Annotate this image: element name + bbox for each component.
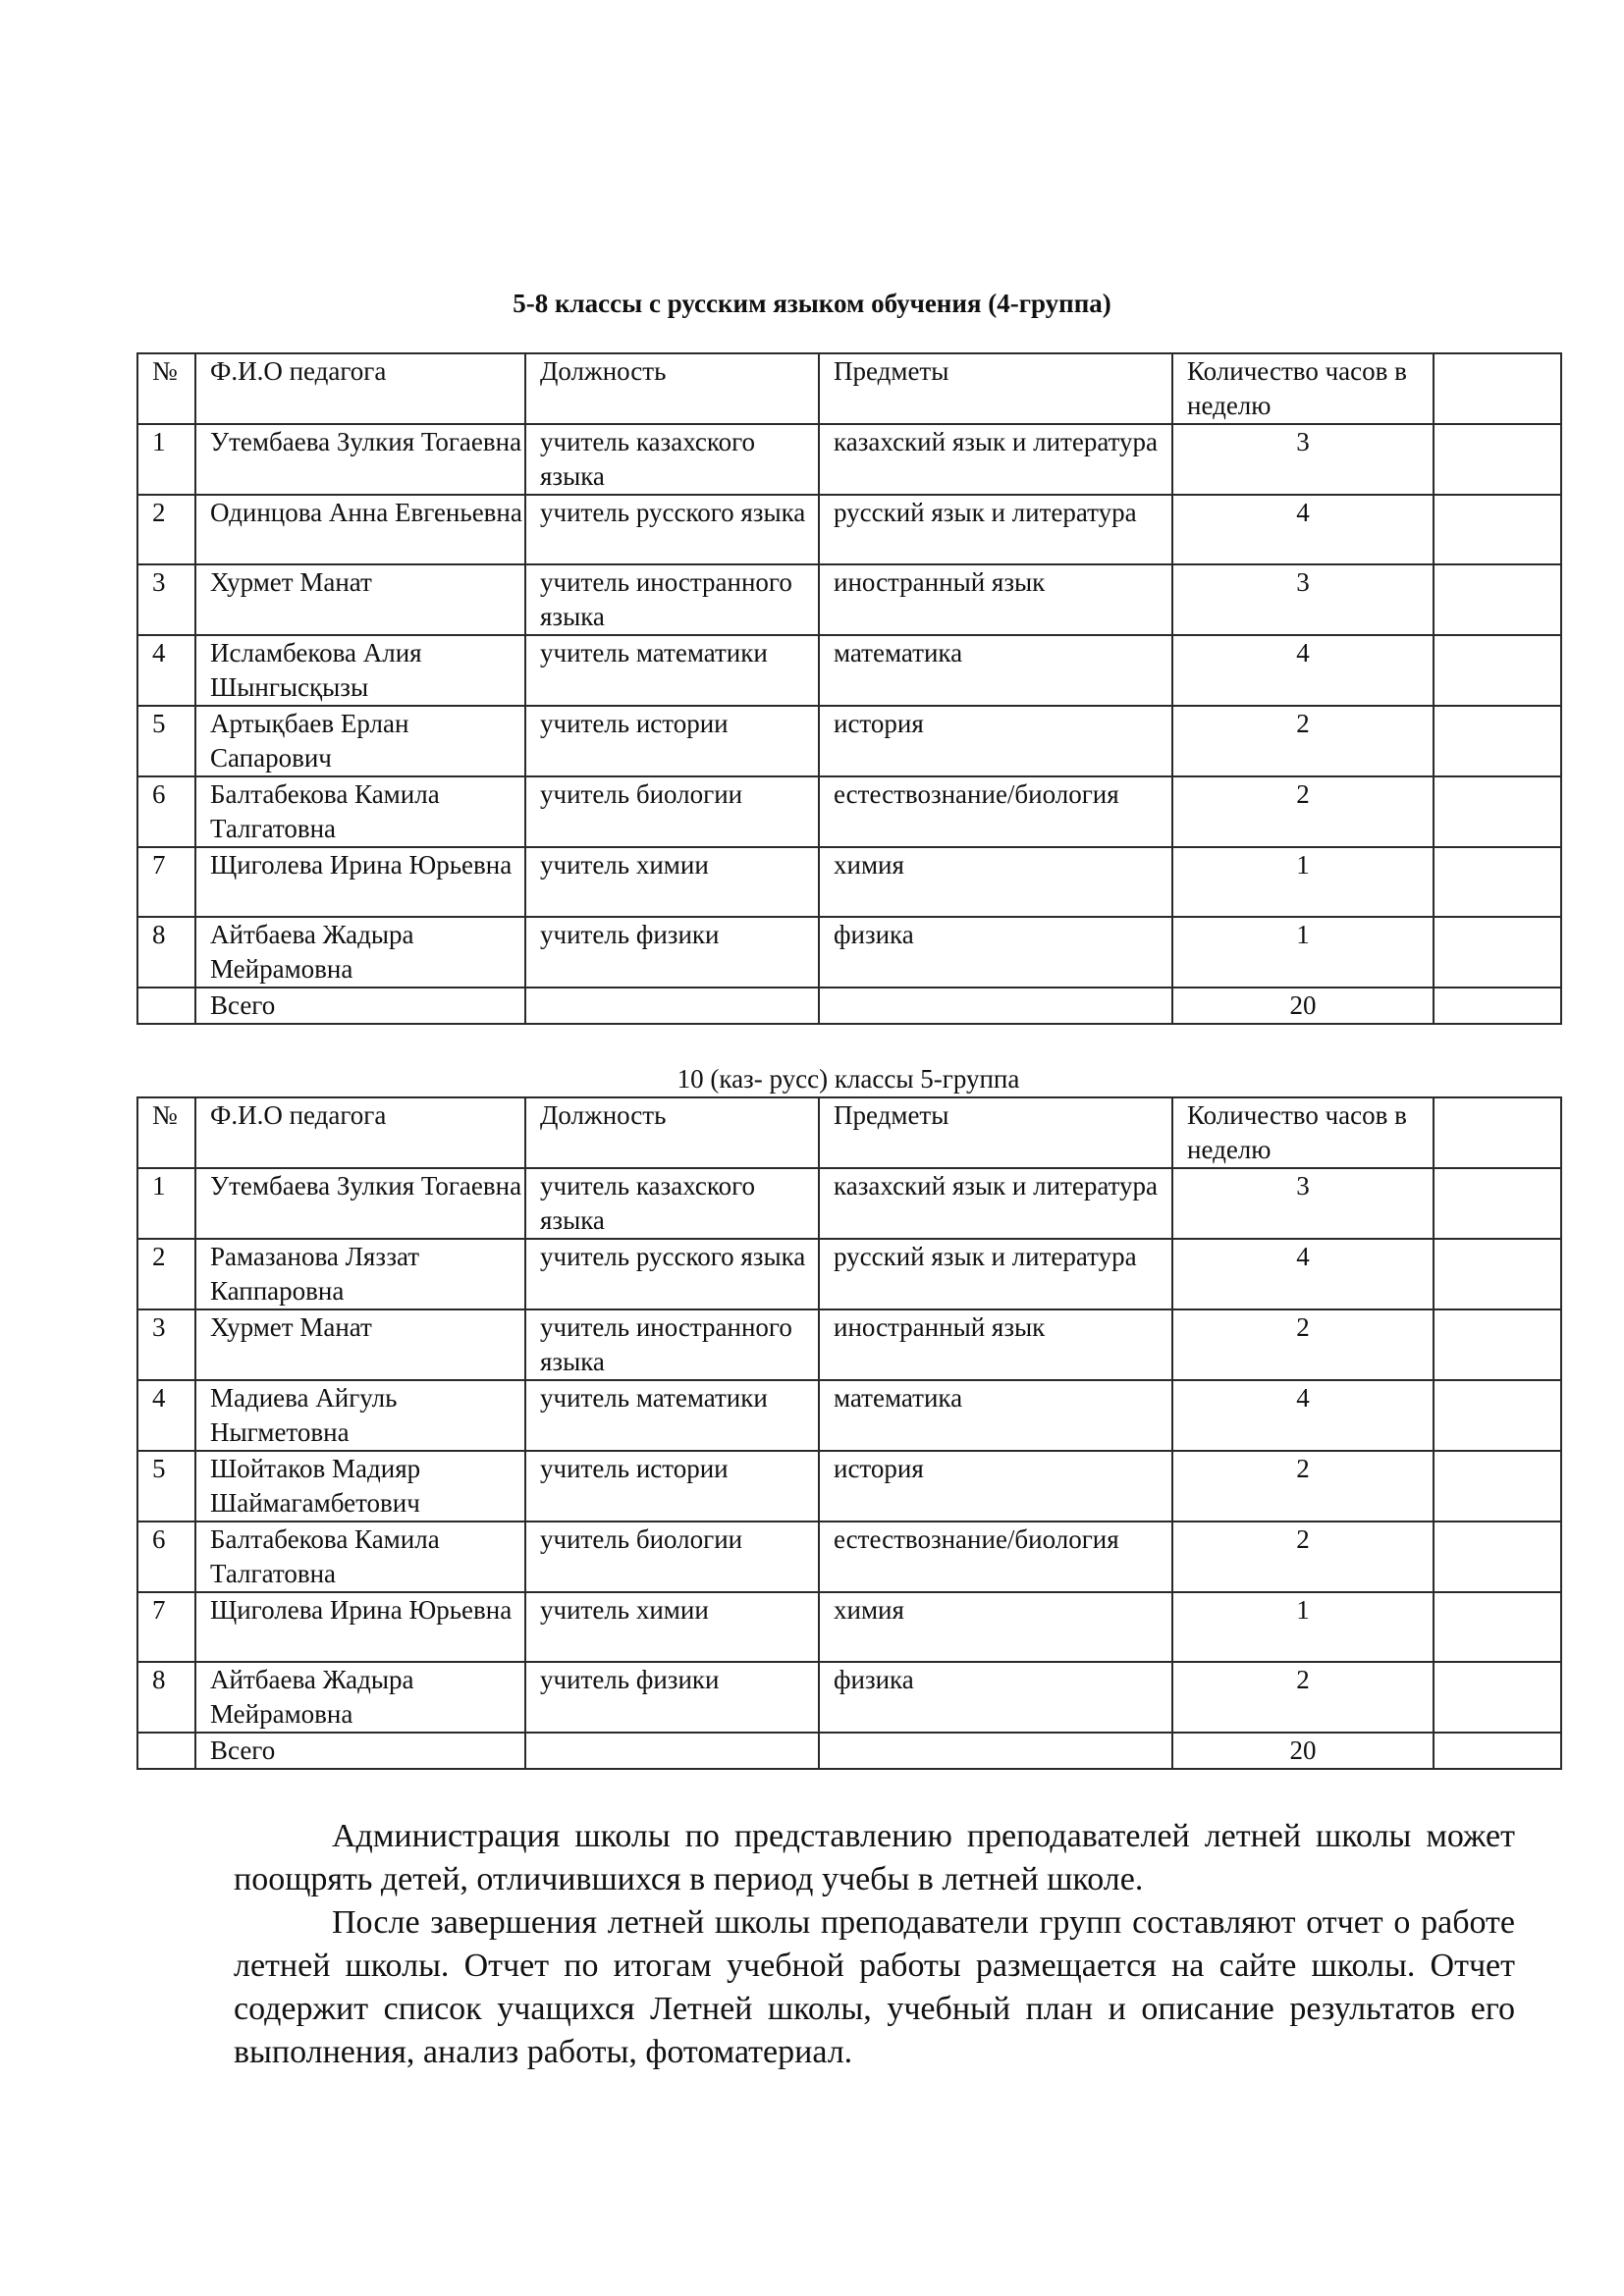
- teacher-subject: химия: [819, 847, 1172, 917]
- total-label: Всего: [195, 988, 525, 1024]
- row-number: 3: [137, 564, 195, 635]
- row-number: 5: [137, 1451, 195, 1522]
- teacher-subject: естествознание/биология: [819, 776, 1172, 847]
- teacher-subject: математика: [819, 1380, 1172, 1451]
- teacher-position: учитель химии: [525, 1592, 819, 1662]
- table-row: [137, 495, 1561, 564]
- header-extra: [1434, 353, 1561, 424]
- teacher-name: Мадиева Айгуль Ныгметовна: [195, 1380, 525, 1451]
- row-number: 5: [137, 706, 195, 776]
- empty-cell: [1434, 1451, 1561, 1522]
- empty-cell: [137, 1733, 195, 1769]
- empty-cell: [1434, 1522, 1561, 1592]
- teacher-subject: физика: [819, 1662, 1172, 1733]
- teacher-name: Щиголева Ирина Юрьевна: [195, 1592, 525, 1662]
- weekly-hours: 4: [1172, 1380, 1434, 1451]
- table-row: [137, 1662, 1561, 1733]
- weekly-hours: 3: [1172, 564, 1434, 635]
- empty-cell: [525, 1733, 819, 1769]
- teacher-position: учитель истории: [525, 1451, 819, 1522]
- weekly-hours: 4: [1172, 635, 1434, 706]
- teacher-position: учитель казахского языка: [525, 424, 819, 495]
- total-hours: 20: [1172, 1733, 1434, 1769]
- weekly-hours: 4: [1172, 495, 1434, 564]
- teacher-position: учитель химии: [525, 847, 819, 917]
- header-number: №: [137, 353, 195, 424]
- teacher-name: Утембаева Зулкия Тогаевна: [195, 424, 525, 495]
- empty-cell: [1434, 988, 1561, 1024]
- row-number: 1: [137, 424, 195, 495]
- weekly-hours: 1: [1172, 847, 1434, 917]
- teachers-table-group5: [136, 1096, 1562, 1770]
- row-number: 7: [137, 847, 195, 917]
- teacher-name: Утембаева Зулкия Тогаевна: [195, 1168, 525, 1239]
- empty-cell: [1434, 1733, 1561, 1769]
- paragraph-report: После завершения летней школы преподаватели групп составляют отчет о работе летней школы. Отчет по итогам учебной работы размещается на сайте школы. Отчет содержит список учащихся Летней школы, учебный план и описание результатов его выполнения, анализ работы, фотоматериал.: [234, 1904, 1515, 2070]
- total-hours: 20: [1172, 988, 1434, 1024]
- teacher-name: Одинцова Анна Евгеньевна: [195, 495, 525, 564]
- row-number: 2: [137, 1239, 195, 1309]
- table-row: [137, 1168, 1561, 1239]
- row-number: 7: [137, 1592, 195, 1662]
- total-row: [137, 1733, 1561, 1769]
- table-row: [137, 847, 1561, 917]
- empty-cell: [1434, 564, 1561, 635]
- row-number: 2: [137, 495, 195, 564]
- table-header-row: [137, 353, 1561, 424]
- teacher-name: Айтбаева Жадыра Мейрамовна: [195, 917, 525, 988]
- teacher-position: учитель математики: [525, 1380, 819, 1451]
- header-position: Должность: [525, 1097, 819, 1168]
- header-extra: [1434, 1097, 1561, 1168]
- empty-cell: [137, 988, 195, 1024]
- weekly-hours: 4: [1172, 1239, 1434, 1309]
- teacher-position: учитель русского языка: [525, 1239, 819, 1309]
- header-position: Должность: [525, 353, 819, 424]
- teacher-subject: казахский язык и литература: [819, 424, 1172, 495]
- teacher-position: учитель физики: [525, 1662, 819, 1733]
- empty-cell: [1434, 1168, 1561, 1239]
- teacher-position: учитель иностранного языка: [525, 564, 819, 635]
- row-number: 8: [137, 1662, 195, 1733]
- header-subjects: Предметы: [819, 1097, 1172, 1168]
- row-number: 4: [137, 635, 195, 706]
- weekly-hours: 2: [1172, 706, 1434, 776]
- weekly-hours: 3: [1172, 1168, 1434, 1239]
- teacher-subject: русский язык и литература: [819, 495, 1172, 564]
- table2-title: 10 (каз- русс) классы 5-группа: [677, 1064, 1020, 1094]
- total-label: Всего: [195, 1733, 525, 1769]
- table1-title: 5-8 классы с русским языком обучения (4-группа): [513, 289, 1111, 318]
- teacher-position: учитель казахского языка: [525, 1168, 819, 1239]
- teacher-name: Балтабекова Камила Талгатовна: [195, 1522, 525, 1592]
- teacher-subject: физика: [819, 917, 1172, 988]
- table-header-row: [137, 1097, 1561, 1168]
- empty-cell: [1434, 424, 1561, 495]
- table-row: [137, 1451, 1561, 1522]
- row-number: 8: [137, 917, 195, 988]
- table-row: [137, 564, 1561, 635]
- table-row: [137, 1309, 1561, 1380]
- header-hours: Количество часов в неделю: [1172, 353, 1434, 424]
- weekly-hours: 2: [1172, 776, 1434, 847]
- row-number: 3: [137, 1309, 195, 1380]
- table-row: [137, 1380, 1561, 1451]
- empty-cell: [1434, 495, 1561, 564]
- teacher-name: Айтбаева Жадыра Мейрамовна: [195, 1662, 525, 1733]
- row-number: 6: [137, 776, 195, 847]
- header-number: №: [137, 1097, 195, 1168]
- teacher-position: учитель истории: [525, 706, 819, 776]
- teacher-subject: естествознание/биология: [819, 1522, 1172, 1592]
- empty-cell: [1434, 776, 1561, 847]
- table-row: [137, 706, 1561, 776]
- empty-cell: [1434, 1380, 1561, 1451]
- teacher-position: учитель иностранного языка: [525, 1309, 819, 1380]
- teacher-subject: иностранный язык: [819, 564, 1172, 635]
- teacher-subject: иностранный язык: [819, 1309, 1172, 1380]
- empty-cell: [1434, 1239, 1561, 1309]
- table-row: [137, 635, 1561, 706]
- table-row: [137, 917, 1561, 988]
- teacher-name: Исламбекова Алия Шынгысқызы: [195, 635, 525, 706]
- table-row: [137, 776, 1561, 847]
- teacher-subject: химия: [819, 1592, 1172, 1662]
- weekly-hours: 2: [1172, 1662, 1434, 1733]
- empty-cell: [1434, 1662, 1561, 1733]
- weekly-hours: 1: [1172, 917, 1434, 988]
- weekly-hours: 2: [1172, 1309, 1434, 1380]
- weekly-hours: 2: [1172, 1522, 1434, 1592]
- header-subjects: Предметы: [819, 353, 1172, 424]
- paragraph-awards: Администрация школы по представлению преподавателей летней школы может поощрять детей, отличившихся в период учебы в летней школе.: [234, 1818, 1515, 1897]
- weekly-hours: 1: [1172, 1592, 1434, 1662]
- empty-cell: [525, 988, 819, 1024]
- header-name: Ф.И.О педагога: [195, 353, 525, 424]
- teacher-subject: история: [819, 706, 1172, 776]
- header-hours: Количество часов в неделю: [1172, 1097, 1434, 1168]
- empty-cell: [1434, 1592, 1561, 1662]
- empty-cell: [1434, 1309, 1561, 1380]
- table-row: [137, 1239, 1561, 1309]
- table-row: [137, 424, 1561, 495]
- teacher-position: учитель математики: [525, 635, 819, 706]
- teacher-name: Хурмет Манат: [195, 1309, 525, 1380]
- empty-cell: [1434, 706, 1561, 776]
- empty-cell: [819, 988, 1172, 1024]
- table-row: [137, 1592, 1561, 1662]
- empty-cell: [1434, 917, 1561, 988]
- teacher-name: Щиголева Ирина Юрьевна: [195, 847, 525, 917]
- teacher-position: учитель русского языка: [525, 495, 819, 564]
- row-number: 4: [137, 1380, 195, 1451]
- row-number: 1: [137, 1168, 195, 1239]
- teacher-position: учитель биологии: [525, 1522, 819, 1592]
- table-row: [137, 1522, 1561, 1592]
- total-row: [137, 988, 1561, 1024]
- teacher-position: учитель физики: [525, 917, 819, 988]
- teacher-name: Артықбаев Ерлан Сапарович: [195, 706, 525, 776]
- row-number: 6: [137, 1522, 195, 1592]
- empty-cell: [1434, 635, 1561, 706]
- teachers-table-group4: [136, 352, 1562, 1025]
- closing-text: [234, 1815, 1515, 2074]
- teacher-name: Шойтаков Мадияр Шаймагамбетович: [195, 1451, 525, 1522]
- teacher-subject: русский язык и литература: [819, 1239, 1172, 1309]
- empty-cell: [819, 1733, 1172, 1769]
- teacher-subject: история: [819, 1451, 1172, 1522]
- teacher-position: учитель биологии: [525, 776, 819, 847]
- header-name: Ф.И.О педагога: [195, 1097, 525, 1168]
- teacher-name: Рамазанова Ляззат Каппаровна: [195, 1239, 525, 1309]
- empty-cell: [1434, 847, 1561, 917]
- teacher-subject: казахский язык и литература: [819, 1168, 1172, 1239]
- teacher-subject: математика: [819, 635, 1172, 706]
- teacher-name: Хурмет Манат: [195, 564, 525, 635]
- weekly-hours: 3: [1172, 424, 1434, 495]
- weekly-hours: 2: [1172, 1451, 1434, 1522]
- teacher-name: Балтабекова Камила Талгатовна: [195, 776, 525, 847]
